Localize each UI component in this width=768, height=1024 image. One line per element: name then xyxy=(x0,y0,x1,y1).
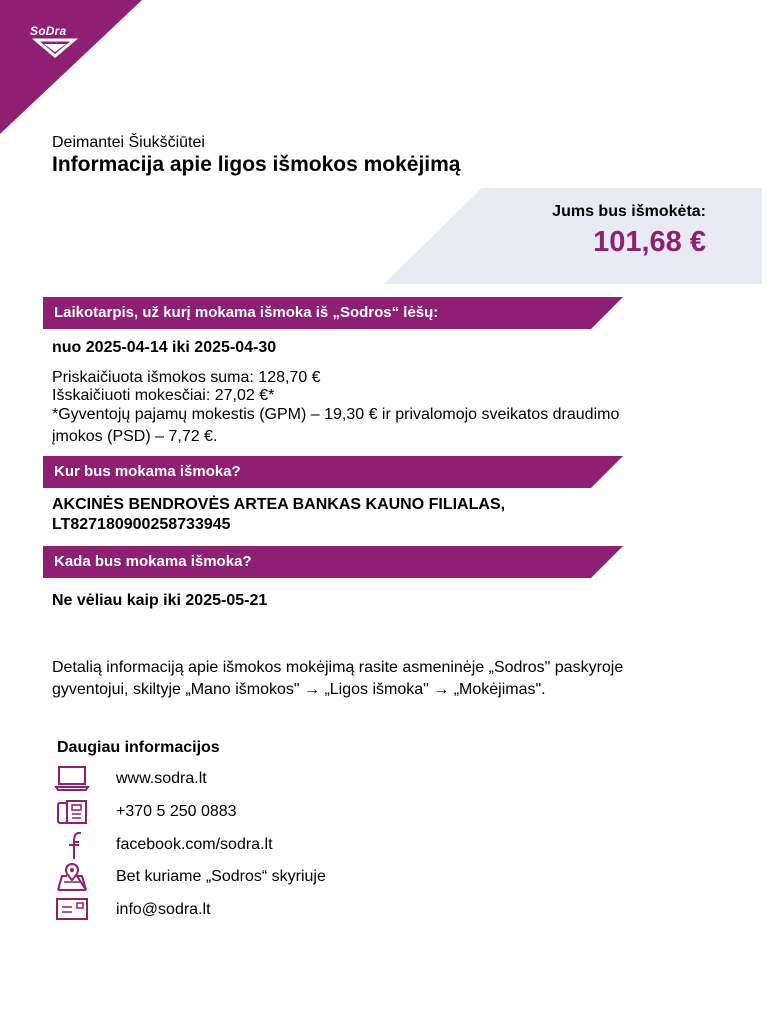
recipient-name: Deimantei Šiukščiūtei xyxy=(52,134,205,151)
website-link[interactable]: www.sodra.lt xyxy=(116,770,207,787)
laptop-icon xyxy=(54,764,90,792)
bank-name: AKCINĖS BENDROVĖS ARTEA BANKAS KAUNO FILIALAS, xyxy=(52,496,506,513)
email-link[interactable]: info@sodra.lt xyxy=(116,901,211,918)
tax-note-line-2: įmokos (PSD) – 7,72 €. xyxy=(52,428,218,445)
details-line-2: gyventojui, skiltyje „Mano išmokos" → „Ligos išmoka" → „Mokėjimas". xyxy=(52,681,546,698)
branch-text[interactable]: Bet kuriame „Sodros“ skyriuje xyxy=(116,868,326,885)
phone-number[interactable]: +370 5 250 0883 xyxy=(116,803,237,820)
more-info-title: Daugiau informacijos xyxy=(57,739,220,756)
facebook-icon xyxy=(54,830,90,860)
brand-corner-triangle xyxy=(0,0,142,134)
facebook-link[interactable]: facebook.com/sodra.lt xyxy=(116,836,273,853)
contact-website[interactable] xyxy=(54,764,454,794)
period-heading: Laikotarpis, už kurį mokama išmoka iš „Sodros“ lėšų: xyxy=(54,304,439,321)
where-heading: Kur bus mokama išmoka? xyxy=(54,463,241,480)
sodra-logo-text: SoDra xyxy=(30,24,67,38)
contact-branch[interactable] xyxy=(54,862,454,892)
page-title: Informacija apie ligos išmokos mokėjimą xyxy=(52,153,461,176)
calculated-amount: Priskaičiuota išmokos suma: 128,70 € xyxy=(52,369,321,386)
tax-note-line-1: *Gyventojų pajamų mokestis (GPM) – 19,30 € ir privalomojo sveikatos draudimo xyxy=(52,406,620,423)
when-heading: Kada bus mokama išmoka? xyxy=(54,553,252,570)
contact-facebook[interactable] xyxy=(54,830,454,860)
bank-account: LT827180900258733945 xyxy=(52,516,231,533)
payment-label: Jums bus išmokėta: xyxy=(552,203,706,220)
phone-icon xyxy=(54,797,90,825)
mail-icon xyxy=(54,895,90,923)
deducted-taxes: Išskaičiuoti mokesčiai: 27,02 €* xyxy=(52,387,275,404)
payment-amount: 101,68 € xyxy=(593,226,706,258)
payment-date: Ne vėliau kaip iki 2025-05-21 xyxy=(52,592,268,609)
details-line-1: Detalią informaciją apie išmokos mokėjimą rasite asmeninėje „Sodros" paskyroje xyxy=(52,659,624,676)
contact-email[interactable] xyxy=(54,895,454,925)
contact-phone[interactable] xyxy=(54,797,454,827)
map-pin-icon xyxy=(54,862,90,892)
period-range: nuo 2025-04-14 iki 2025-04-30 xyxy=(52,339,277,356)
